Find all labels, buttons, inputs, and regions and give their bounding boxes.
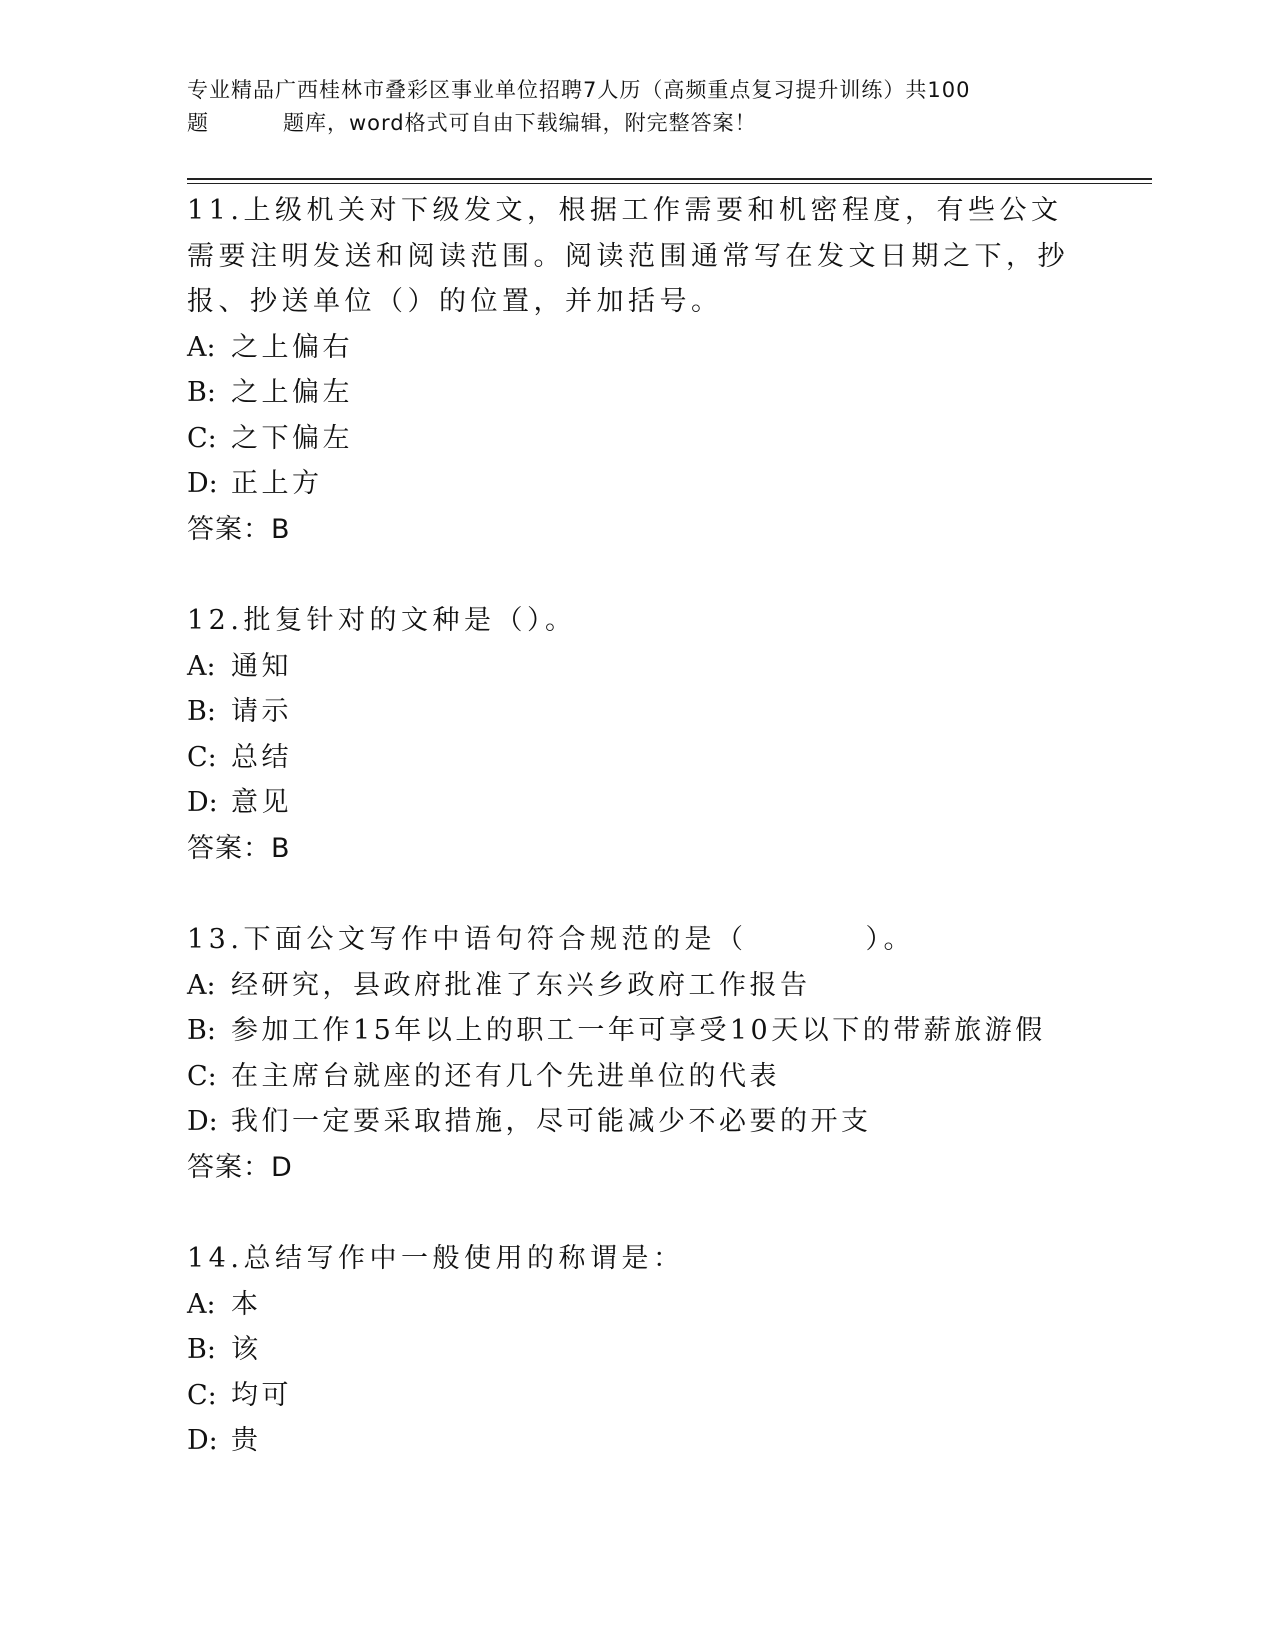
option-text: 经研究，县政府批准了东兴乡政府工作报告: [231, 969, 811, 1001]
answer-line: 答案：B: [187, 513, 291, 545]
option-text: 正上方: [231, 468, 323, 499]
option-c: [187, 1373, 1087, 1419]
spacer: [187, 871, 1087, 917]
answer-line: 答案：D: [187, 1151, 293, 1183]
option-text: 总结: [231, 741, 292, 773]
option-letter: C:: [187, 1060, 217, 1092]
question-11: [187, 188, 1087, 552]
header-title-lead: 题: [187, 111, 209, 135]
option-text: 该: [231, 1334, 262, 1365]
header-title-line1: 专业精品广西桂林市叠彩区事业单位招聘7人历（高频重点复习提升训练）共100: [187, 78, 971, 102]
option-letter: A:: [187, 1288, 216, 1320]
option-letter: D:: [187, 787, 218, 818]
option-letter: C:: [187, 741, 217, 773]
question-12: [187, 598, 1087, 871]
question-14: [187, 1236, 1087, 1464]
option-text: 贵: [231, 1425, 262, 1456]
question-list: [187, 188, 1087, 1464]
option-text: 意见: [231, 787, 292, 818]
option-letter: D:: [187, 1425, 218, 1456]
option-letter: C:: [187, 422, 217, 454]
question-text-after: ）。: [865, 924, 915, 955]
option-d: [187, 461, 1087, 507]
option-c: [187, 416, 1087, 462]
header-divider-thin: [187, 183, 1152, 184]
option-text: 参加工作15年以上的职工一年可享受10天以下的带薪旅游假: [231, 1015, 1046, 1046]
header-title-rest: 题库，word格式可自由下载编辑，附完整答案！: [283, 111, 757, 135]
option-text: 本: [231, 1288, 262, 1320]
option-letter: A:: [187, 969, 216, 1001]
question-13: [187, 917, 1087, 1190]
option-d: [187, 1099, 1087, 1145]
option-letter: B:: [187, 1334, 216, 1365]
option-letter: A:: [187, 331, 216, 363]
option-text: 通知: [231, 650, 292, 682]
option-text: 之上偏左: [231, 377, 353, 408]
option-b: [187, 1327, 1087, 1373]
spacer: [187, 552, 1087, 598]
question-text-before: 13.下面公文写作中语句符合规范的是（: [187, 924, 748, 955]
option-letter: A:: [187, 650, 216, 682]
option-d: [187, 1418, 1087, 1464]
spacer: [187, 1190, 1087, 1236]
option-d: [187, 780, 1087, 826]
option-a: [187, 1282, 1087, 1328]
question-text: 11.上级机关对下级发文，根据工作需要和机密程度，有些公文需要注明发送和阅读范围。阅读范围通常写在发文日期之下，抄报、抄送单位（）的位置，并加括号。: [187, 195, 1069, 317]
option-a: [187, 963, 1087, 1009]
option-letter: B:: [187, 377, 216, 408]
option-letter: B:: [187, 1015, 216, 1046]
option-text: 我们一定要采取措施，尽可能减少不必要的开支: [231, 1106, 872, 1137]
option-text: 在主席台就座的还有几个先进单位的代表: [231, 1060, 780, 1092]
option-a: [187, 325, 1087, 371]
question-text: 12.批复针对的文种是（）。: [187, 605, 577, 636]
option-b: [187, 1008, 1087, 1054]
option-letter: C:: [187, 1379, 217, 1411]
option-letter: D:: [187, 1106, 218, 1137]
option-c: [187, 1054, 1087, 1100]
option-text: 之上偏右: [231, 331, 353, 363]
header-title-line2: [187, 107, 1087, 140]
option-c: [187, 735, 1087, 781]
option-text: 请示: [231, 696, 292, 727]
option-b: [187, 689, 1087, 735]
option-a: [187, 644, 1087, 690]
document-header: [187, 74, 1087, 140]
question-text: [187, 917, 1087, 963]
option-b: [187, 370, 1087, 416]
header-divider-thick: [187, 178, 1152, 180]
answer-line: 答案：B: [187, 832, 291, 864]
question-text: 14.总结写作中一般使用的称谓是：: [187, 1243, 685, 1274]
option-letter: B:: [187, 696, 216, 727]
option-text: 均可: [231, 1379, 292, 1411]
option-letter: D:: [187, 468, 218, 499]
option-text: 之下偏左: [231, 422, 353, 454]
